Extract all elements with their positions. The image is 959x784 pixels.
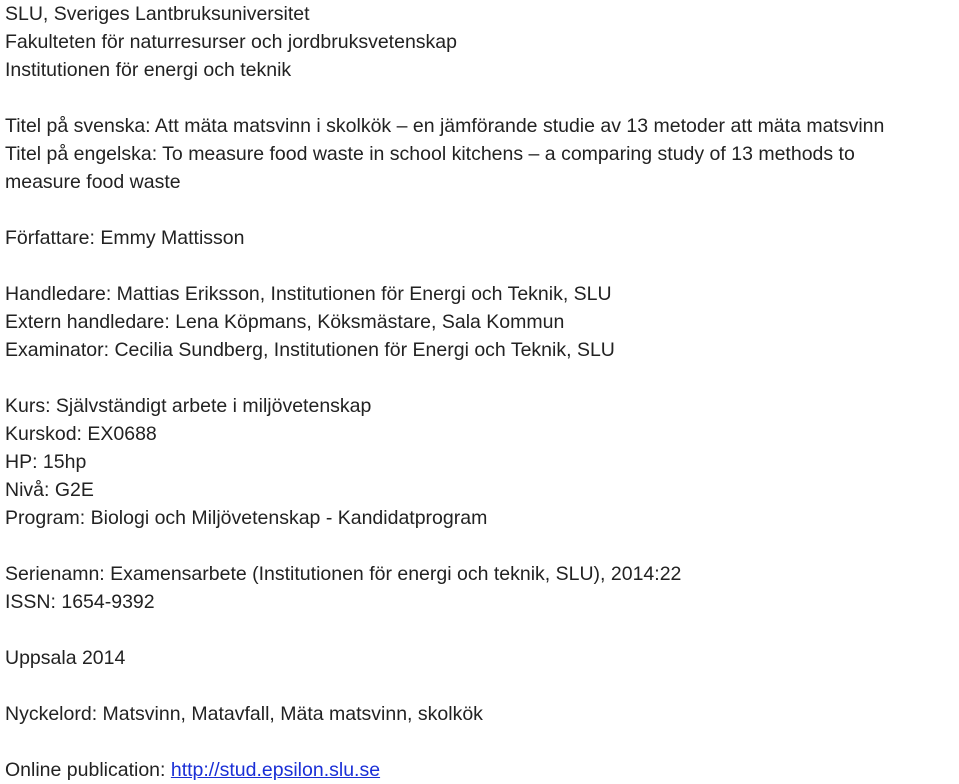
publication-link[interactable]: http://stud.epsilon.slu.se bbox=[170, 759, 381, 781]
keywords: Nyckelord: Matsvinn, Matavfall, Mäta matsvinn, skolkök bbox=[5, 703, 483, 725]
title-english-line2: measure food waste bbox=[5, 171, 181, 193]
title-swedish: Titel på svenska: Att mäta matsvinn i skolkök – en jämförande studie av 13 metoder att mäta matsvinn bbox=[5, 115, 885, 137]
online-publication-label: Online publication: bbox=[5, 759, 166, 781]
issn: ISSN: 1654-9392 bbox=[5, 591, 155, 613]
course-code: Kurskod: EX0688 bbox=[5, 423, 157, 445]
course-credits: HP: 15hp bbox=[5, 451, 87, 473]
place-year: Uppsala 2014 bbox=[5, 647, 126, 669]
document-page bbox=[5, 0, 955, 784]
spacer bbox=[5, 616, 955, 644]
spacer bbox=[5, 84, 955, 112]
department-name: Institutionen för energi och teknik bbox=[5, 59, 292, 81]
spacer bbox=[5, 252, 955, 280]
program-name: Program: Biologi och Miljövetenskap - Kandidatprogram bbox=[5, 507, 488, 529]
course-name: Kurs: Självständigt arbete i miljövetenskap bbox=[5, 395, 372, 417]
spacer bbox=[5, 364, 955, 392]
online-publication bbox=[5, 756, 955, 784]
university-name: SLU, Sveriges Lantbruksuniversitet bbox=[5, 3, 310, 25]
external-supervisor: Extern handledare: Lena Köpmans, Köksmästare, Sala Kommun bbox=[5, 311, 565, 333]
faculty-name: Fakulteten för naturresurser och jordbruksvetenskap bbox=[5, 31, 457, 53]
series-name: Serienamn: Examensarbete (Institutionen för energi och teknik, SLU), 2014:22 bbox=[5, 563, 682, 585]
spacer bbox=[5, 728, 955, 756]
spacer bbox=[5, 196, 955, 224]
supervisor: Handledare: Mattias Eriksson, Institutionen för Energi och Teknik, SLU bbox=[5, 283, 612, 305]
title-english-line1: Titel på engelska: To measure food waste in school kitchens – a comparing study of 13 methods to bbox=[5, 143, 855, 165]
author: Författare: Emmy Mattisson bbox=[5, 227, 245, 249]
spacer bbox=[5, 532, 955, 560]
course-level: Nivå: G2E bbox=[5, 479, 94, 501]
spacer bbox=[5, 672, 955, 700]
examiner: Examinator: Cecilia Sundberg, Institutionen för Energi och Teknik, SLU bbox=[5, 339, 615, 361]
